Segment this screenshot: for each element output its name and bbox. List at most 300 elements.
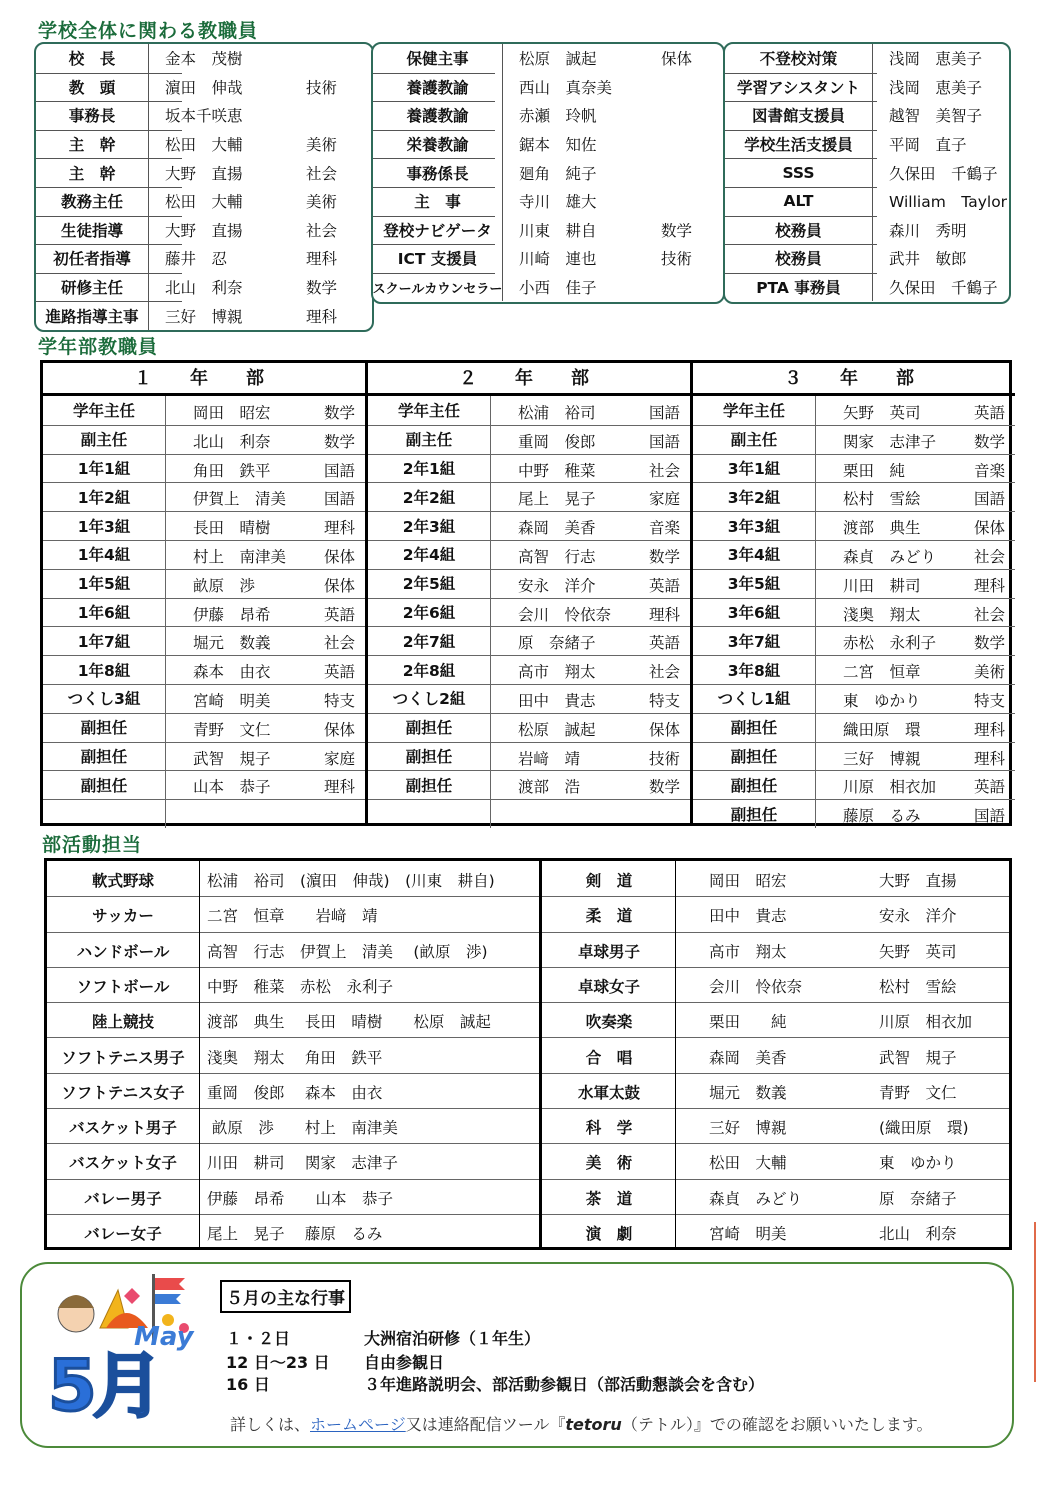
club-name: 合 唱 [585, 1048, 633, 1067]
teacher-name: 青野 文仁 [193, 720, 271, 739]
grade-role: 副担任 [693, 742, 816, 771]
staff-row [36, 158, 372, 187]
staff-role: 主 幹 [36, 130, 149, 159]
teacher-name: 堀元 数義 [193, 634, 271, 653]
staff-role: ALT [725, 187, 873, 216]
grade-role: 2年6組 [368, 598, 491, 627]
staff-name: 西山 真奈美 [519, 78, 613, 97]
club-advisor-2: 川原 相衣加 [879, 1013, 973, 1032]
grade-role: 2年8組 [368, 655, 491, 684]
staff-role: 事務長 [36, 101, 149, 130]
teacher-name: 武智 規子 [193, 749, 271, 768]
event-text-1: 大洲宿泊研修（１年生） [364, 1329, 541, 1348]
club-advisors: 伊藤 昂希 山本 恭子 [207, 1189, 394, 1208]
grade-row [693, 425, 1015, 455]
club-advisor-2: 東 ゆかり [879, 1154, 957, 1173]
grade-row [43, 799, 365, 828]
grade-row [43, 598, 365, 628]
club-advisor-2: (織田原 環) [879, 1119, 969, 1138]
staff-name: 赤瀬 玲帆 [519, 107, 597, 126]
staff-row [373, 187, 723, 216]
teacher-subject: 国語 [323, 490, 355, 509]
staff-subject: 数学 [306, 279, 338, 298]
teacher-name: 東 ゆかり [843, 692, 921, 710]
teacher-name: 会川 怜依奈 [518, 605, 612, 624]
teacher-subject: 特支 [973, 692, 1005, 710]
grade-role: 副担任 [693, 713, 816, 742]
teacher-name: 岩﨑 靖 [518, 749, 581, 768]
grade-row [43, 396, 365, 426]
grade-role: 3年7組 [693, 626, 816, 655]
grade-row [43, 454, 365, 484]
staff-name: 久保田 千鶴子 [889, 279, 998, 298]
grade-staff-table [40, 360, 1012, 826]
grade-title: １ 年 部 [43, 363, 365, 396]
staff-role: SSS [725, 158, 873, 187]
staff-row [373, 244, 723, 273]
teacher-subject: 家庭 [323, 749, 355, 768]
teacher-subject: 保体 [323, 576, 355, 595]
teacher-subject: 数学 [973, 634, 1005, 653]
staff-name: 松原 誠起 [519, 50, 597, 69]
club-name: バスケット女子 [69, 1154, 177, 1173]
school-staff-box-1 [34, 42, 374, 332]
staff-name: 松田 大輔 [165, 193, 243, 212]
grade-role: 1年3組 [43, 511, 166, 540]
club-name: ソフトテニス女子 [61, 1083, 185, 1102]
club-name: 卓球男子 [577, 942, 640, 961]
staff-row [36, 301, 372, 330]
grade-row [693, 482, 1015, 512]
club-column-divider [199, 861, 200, 1247]
staff-name: 三好 博親 [165, 307, 243, 326]
grade-role: 副担任 [43, 770, 166, 799]
staff-subject: 社会 [306, 221, 338, 240]
grade-role: つくし2組 [368, 684, 491, 713]
staff-name: 川東 耕自 [519, 221, 597, 240]
club-name: 軟式野球 [91, 872, 154, 890]
teacher-name: 高智 行志 [518, 548, 596, 566]
grade-staff-heading: 学年部教職員 [38, 336, 159, 358]
club-name: バレー女子 [84, 1225, 162, 1243]
grade-column [43, 363, 365, 823]
staff-role: 不登校対策 [725, 44, 873, 73]
events-note: 詳しくは、ホームページ又は連絡配信ツール『tetoru（テトル）』での確認をお願いいたします。 [230, 1415, 933, 1434]
club-row [47, 1038, 1009, 1074]
grade-role: 2年2組 [368, 482, 491, 511]
staff-row [373, 44, 723, 73]
club-advisor-2: 矢野 英司 [879, 942, 957, 961]
club-column-divider [675, 861, 676, 1247]
club-row [47, 896, 1009, 932]
grade-row [693, 655, 1015, 685]
staff-name: 廻角 純子 [519, 164, 597, 183]
grade-role: 3年4組 [693, 540, 816, 569]
grade-row [368, 482, 690, 512]
teacher-name: 伊藤 昂希 [193, 605, 271, 624]
staff-role: 校 長 [36, 44, 149, 73]
teacher-name: 長田 晴樹 [193, 519, 271, 538]
club-advisor-1: 堀元 数義 [709, 1083, 787, 1102]
staff-role: 校務員 [725, 244, 873, 273]
teacher-subject: 英語 [973, 404, 1005, 422]
club-advisor-2: 北山 利奈 [879, 1225, 957, 1243]
teacher-name: 三好 博親 [843, 749, 921, 768]
staff-name: 平岡 直子 [889, 136, 967, 155]
teacher-name: 宮崎 明美 [193, 692, 271, 710]
grade-row [368, 511, 690, 541]
grade-row [43, 482, 365, 512]
teacher-subject: 社会 [648, 461, 680, 480]
staff-row [36, 216, 372, 245]
teacher-name: 松浦 裕司 [518, 404, 596, 422]
grade-row [368, 540, 690, 570]
staff-row [373, 130, 723, 159]
grade-role: 副担任 [43, 713, 166, 742]
staff-row [373, 101, 723, 130]
staff-name: 鋸本 知佐 [519, 136, 597, 155]
teacher-subject: 保体 [973, 519, 1005, 538]
staff-row [725, 216, 1009, 245]
grade-row [43, 511, 365, 541]
school-staff-box-3 [723, 42, 1011, 304]
grade-title: ２ 年 部 [368, 363, 690, 396]
teacher-name: 森本 由衣 [193, 663, 271, 682]
club-name: 卓球女子 [577, 977, 640, 996]
club-row [47, 1214, 1009, 1249]
staff-subject: 理科 [306, 250, 338, 269]
grade-role: 2年5組 [368, 569, 491, 598]
club-advisor-2: 安永 洋介 [879, 907, 957, 926]
grade-row [368, 569, 690, 599]
grade-row [43, 742, 365, 772]
grade-role: 副担任 [693, 770, 816, 799]
teacher-name: 岡田 昭宏 [193, 404, 271, 422]
grade-role: 副担任 [368, 742, 491, 771]
grade-row [368, 425, 690, 455]
grade-column [368, 363, 690, 823]
teacher-subject: 国語 [973, 490, 1005, 509]
grade-row [693, 684, 1015, 714]
staff-row [725, 273, 1009, 302]
staff-row [36, 130, 372, 159]
teacher-subject: 保体 [323, 720, 355, 739]
teacher-subject: 英語 [648, 634, 680, 653]
grade-role: 2年7組 [368, 626, 491, 655]
staff-role: 初任者指導 [36, 244, 149, 273]
staff-row [36, 44, 372, 73]
grade-role: 2年1組 [368, 454, 491, 483]
staff-role: 栄養教諭 [373, 130, 503, 159]
grade-role: 学年主任 [43, 396, 166, 425]
staff-name: 坂本千咲恵 [165, 107, 243, 126]
teacher-name: 松村 雪絵 [843, 490, 921, 509]
staff-role: 主 事 [373, 187, 503, 216]
club-advisor-table [44, 858, 1012, 1250]
club-advisor-2: 大野 直揚 [879, 872, 957, 890]
grade-row [368, 713, 690, 743]
staff-role: 図書館支援員 [725, 101, 873, 130]
teacher-subject: 国語 [973, 807, 1005, 826]
teacher-name: 松原 誠起 [518, 720, 596, 739]
teacher-subject: 理科 [973, 749, 1005, 768]
teacher-subject: 英語 [323, 605, 355, 624]
grade-row [368, 598, 690, 628]
staff-row [373, 158, 723, 187]
club-name: バレー男子 [84, 1189, 162, 1208]
club-advisor-2: 武智 規子 [879, 1048, 957, 1067]
club-name: 茶 道 [585, 1189, 633, 1208]
club-name: ハンドボール [76, 942, 170, 961]
grade-row [368, 396, 690, 426]
staff-subject: 保体 [661, 50, 693, 69]
teacher-name: 重岡 俊郎 [518, 432, 596, 451]
club-name: サッカー [92, 907, 154, 926]
teacher-name: 山本 恭子 [193, 778, 271, 797]
club-name: 柔 道 [585, 907, 633, 926]
teacher-subject: 音楽 [648, 519, 680, 538]
staff-name: 武井 敏郎 [889, 250, 967, 269]
grade-row [43, 425, 365, 455]
teacher-subject: 英語 [648, 576, 680, 595]
grade-role: 1年2組 [43, 482, 166, 511]
teacher-name: 赤松 永利子 [843, 634, 937, 653]
teacher-name: 川田 耕司 [843, 576, 921, 595]
margin-mark [1034, 1222, 1036, 1382]
grade-row [368, 454, 690, 484]
teacher-name: 川原 相衣加 [843, 778, 937, 797]
staff-role: 学校生活支援員 [725, 130, 873, 159]
may-events-panel [20, 1262, 1014, 1448]
teacher-name: 藤原 るみ [843, 807, 921, 826]
staff-role: 学習アシスタント [725, 73, 873, 102]
grade-row [368, 626, 690, 656]
grade-role: つくし3組 [43, 684, 166, 713]
grade-role [43, 799, 166, 828]
teacher-subject: 数学 [648, 778, 680, 797]
club-advisors: 淺奥 翔太 角田 鉄平 [207, 1048, 383, 1067]
club-name: 陸上競技 [91, 1013, 154, 1032]
grade-role: 1年8組 [43, 655, 166, 684]
club-row [47, 967, 1009, 1003]
staff-name: 小西 佳子 [519, 279, 597, 298]
staff-subject: 美術 [306, 136, 338, 155]
staff-role: スクールカウンセラー [373, 273, 503, 302]
grade-row [368, 655, 690, 685]
staff-name: 濵田 伸哉 [165, 78, 243, 97]
staff-name: 越智 美智子 [889, 107, 983, 126]
staff-subject: 技術 [306, 78, 338, 97]
club-advisors: 高智 行志 伊賀上 清美 (畝原 渉) [207, 942, 488, 961]
teacher-name: 安永 洋介 [518, 576, 596, 595]
staff-name: 浅岡 恵美子 [889, 78, 983, 97]
club-advisor-1: 松田 大輔 [709, 1154, 787, 1173]
club-name: 剣 道 [585, 872, 633, 890]
teacher-subject: 理科 [973, 720, 1005, 739]
school-staff-box-2 [371, 42, 725, 304]
teacher-name: 田中 貴志 [518, 692, 596, 710]
club-name: バスケット男子 [69, 1119, 177, 1138]
grade-role: 3年3組 [693, 511, 816, 540]
grade-row [693, 626, 1015, 656]
club-name: 演 劇 [585, 1225, 633, 1243]
teacher-subject: 理科 [323, 778, 355, 797]
staff-row [373, 216, 723, 245]
club-advisor-1: 森岡 美香 [709, 1048, 787, 1067]
teacher-name: 森貞 みどり [843, 548, 937, 566]
event-date-2: 12 日～23 日 [226, 1353, 330, 1372]
staff-name: 藤井 忍 [165, 250, 228, 269]
grade-row [368, 770, 690, 800]
club-row [47, 1179, 1009, 1215]
grade-role: 副担任 [368, 713, 491, 742]
grade-row [693, 511, 1015, 541]
staff-role: 生徒指導 [36, 216, 149, 245]
teacher-subject: 数学 [323, 404, 355, 422]
school-staff-heading: 学校全体に関わる教職員 [38, 20, 259, 42]
tetoru-logo: tetoru [565, 1415, 622, 1434]
club-row [47, 1002, 1009, 1038]
staff-name: 大野 直揚 [165, 221, 243, 240]
grade-role: 副担任 [368, 770, 491, 799]
grade-role: 1年1組 [43, 454, 166, 483]
staff-row [725, 244, 1009, 273]
club-advisors: 重岡 俊郎 森本 由衣 [207, 1083, 383, 1102]
staff-name: 浅岡 恵美子 [889, 50, 983, 69]
teacher-subject: 理科 [323, 519, 355, 538]
club-advisor-1: 岡田 昭宏 [709, 872, 787, 890]
teacher-subject: 社会 [323, 634, 355, 653]
club-row [47, 932, 1009, 968]
grade-row [368, 684, 690, 714]
club-advisor-1: 栗田 純 [709, 1013, 787, 1032]
teacher-name: 伊賀上 清美 [193, 490, 287, 509]
staff-role: 事務係長 [373, 158, 503, 187]
grade-role: 1年6組 [43, 598, 166, 627]
grade-role: 副主任 [368, 425, 491, 454]
staff-subject: 数学 [661, 221, 693, 240]
teacher-name: 渡部 典生 [843, 519, 921, 538]
staff-subject: 技術 [661, 250, 693, 269]
club-row [47, 1073, 1009, 1109]
homepage-link[interactable]: ホームページ [310, 1415, 406, 1434]
staff-row [725, 44, 1009, 73]
staff-row [725, 101, 1009, 130]
grade-role: 学年主任 [693, 396, 816, 425]
staff-role: 教務主任 [36, 187, 149, 216]
grade-role: つくし1組 [693, 684, 816, 713]
teacher-name: 村上 南津美 [193, 548, 287, 566]
teacher-subject: 保体 [323, 548, 355, 566]
club-name: ソフトボール [76, 977, 170, 996]
staff-role: 養護教諭 [373, 73, 503, 102]
club-advisors: 尾上 晃子 藤原 るみ [207, 1225, 383, 1243]
club-row [47, 1108, 1009, 1144]
staff-role: 校務員 [725, 216, 873, 245]
teacher-subject: 保体 [648, 720, 680, 739]
staff-row [373, 73, 723, 102]
grade-row [43, 626, 365, 656]
staff-name: 寺川 雄大 [519, 193, 597, 212]
club-name: ソフトテニス男子 [61, 1048, 185, 1067]
teacher-subject: 英語 [323, 663, 355, 682]
teacher-name: 尾上 晃子 [518, 490, 596, 509]
teacher-subject: 国語 [648, 432, 680, 451]
teacher-name: 角田 鉄平 [193, 461, 271, 480]
staff-name: 久保田 千鶴子 [889, 164, 998, 183]
club-row [47, 861, 1009, 897]
may-label: May [134, 1322, 194, 1352]
club-advisor-1: 森貞 みどり [709, 1189, 803, 1208]
grade-column [693, 363, 1015, 826]
event-text-3: ３年進路説明会、部活動参観日（部活動懇談会を含む） [364, 1375, 765, 1394]
teacher-subject: 国語 [323, 461, 355, 480]
teacher-subject: 数学 [973, 432, 1005, 451]
grade-role: 3年2組 [693, 482, 816, 511]
grade-row [693, 598, 1015, 628]
staff-role: 進路指導主事 [36, 301, 149, 330]
grade-role: 1年4組 [43, 540, 166, 569]
staff-name: 森川 秀明 [889, 221, 967, 240]
club-advisor-1: 会川 怜依奈 [709, 977, 803, 996]
staff-row [36, 244, 372, 273]
teacher-name: 高市 翔太 [518, 663, 596, 682]
teacher-subject: 技術 [648, 749, 680, 768]
grade-row [368, 742, 690, 772]
teacher-subject: 理科 [973, 576, 1005, 595]
staff-row [725, 73, 1009, 102]
teacher-subject: 音楽 [973, 461, 1005, 480]
grade-row [43, 684, 365, 714]
club-advisors: 畝原 渉 村上 南津美 [207, 1119, 398, 1138]
teacher-subject: 特支 [648, 692, 680, 710]
grade-row [693, 454, 1015, 484]
staff-row [36, 187, 372, 216]
staff-name: 川崎 連也 [519, 250, 597, 269]
grade-role: 3年6組 [693, 598, 816, 627]
staff-role: 養護教諭 [373, 101, 503, 130]
staff-row [725, 187, 1009, 216]
club-advisors: 川田 耕司 関家 志津子 [207, 1154, 398, 1173]
grade-role: 副主任 [43, 425, 166, 454]
teacher-name: 渡部 浩 [518, 778, 581, 797]
staff-name: 北山 利奈 [165, 279, 243, 298]
staff-name: 松田 大輔 [165, 136, 243, 155]
club-advisors: 二宮 恒章 岩﨑 靖 [207, 907, 378, 926]
grade-row [368, 799, 690, 828]
grade-row [693, 569, 1015, 599]
teacher-subject: 美術 [973, 663, 1005, 682]
grade-role: 1年5組 [43, 569, 166, 598]
staff-row [36, 273, 372, 302]
teacher-subject: 社会 [973, 548, 1005, 566]
teacher-name: 畝原 渉 [193, 576, 256, 595]
grade-row [693, 713, 1015, 743]
teacher-subject: 数学 [648, 548, 680, 566]
staff-row [36, 73, 372, 102]
staff-row [725, 158, 1009, 187]
club-advisors: 松浦 裕司 (濵田 伸哉) (川東 耕自) [207, 872, 495, 890]
grade-role: 3年8組 [693, 655, 816, 684]
club-advisors: 渡部 典生 長田 晴樹 松原 誠起 [207, 1013, 491, 1032]
grade-role [368, 799, 491, 828]
grade-role: 2年4組 [368, 540, 491, 569]
grade-role: 副担任 [43, 742, 166, 771]
teacher-name: 北山 利奈 [193, 432, 271, 451]
staff-role: 保健主事 [373, 44, 503, 73]
grade-role: 1年7組 [43, 626, 166, 655]
event-date-3: 16 日 [226, 1375, 270, 1394]
